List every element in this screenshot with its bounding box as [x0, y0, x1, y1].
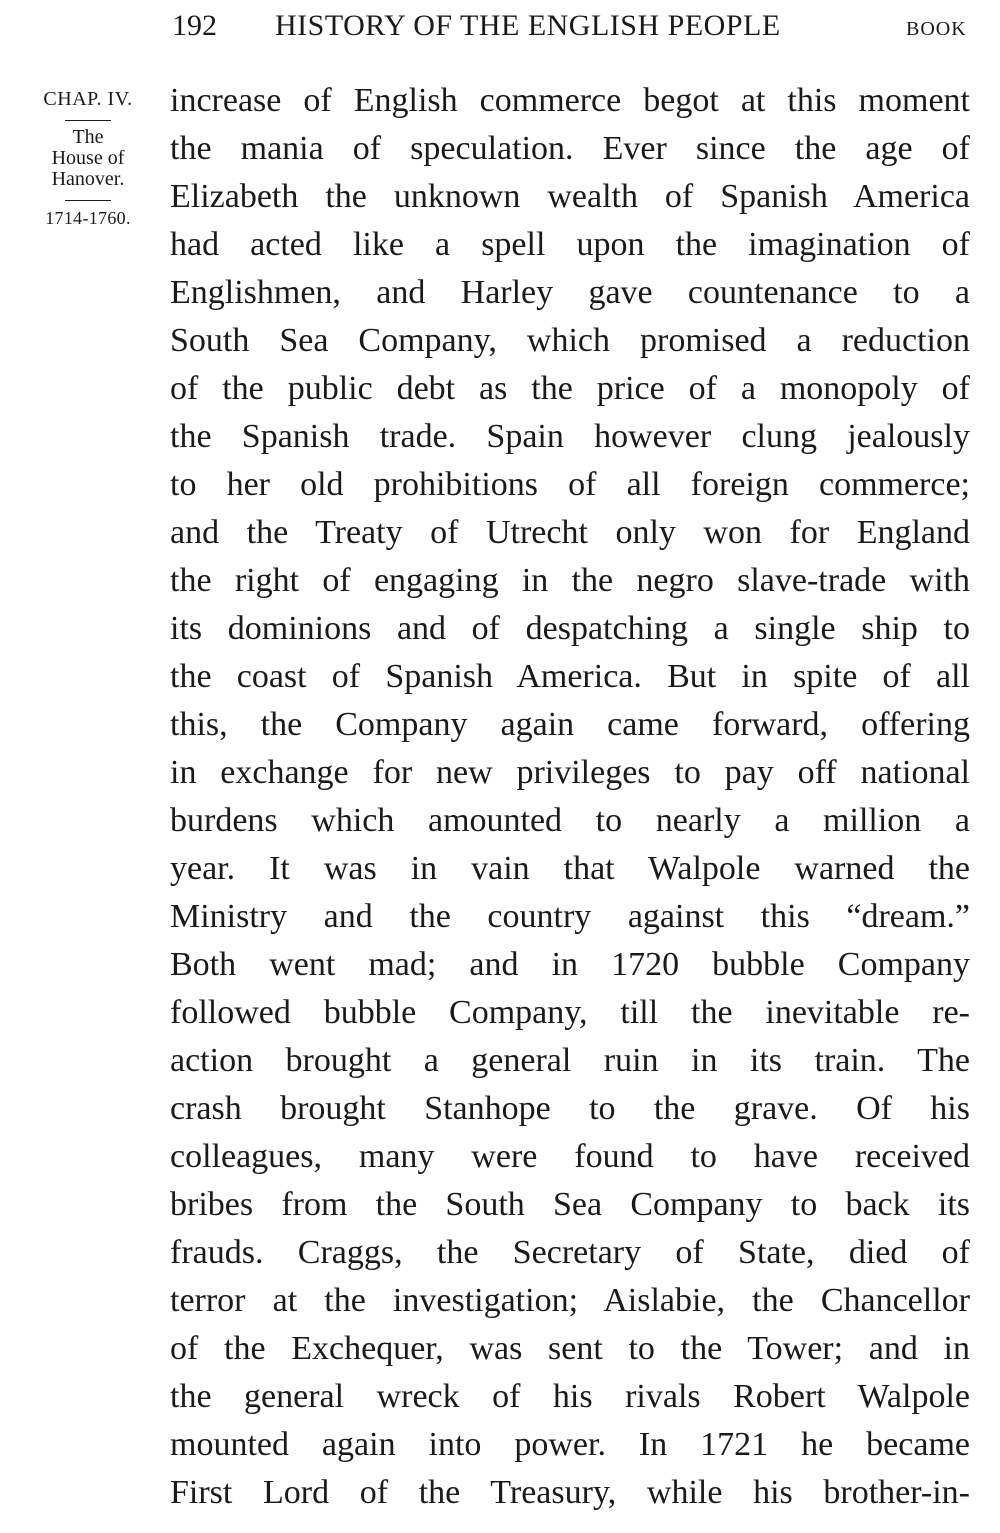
running-header [0, 6, 1000, 46]
text-line: the mania of speculation. Ever since the age of [170, 130, 970, 167]
text-line: terror at the investigation; Aislabie, the Chancellor [170, 1282, 970, 1319]
text-line: the right of engaging in the negro slave-trade with [170, 562, 970, 599]
body-text [170, 77, 970, 1517]
text-line: this, the Company again came forward, offering [170, 706, 970, 743]
text-line: South Sea Company, which promised a reduction [170, 322, 970, 359]
running-book-label: BOOK [906, 18, 967, 40]
text-line: the coast of Spanish America. But in spite of all [170, 658, 970, 695]
text-line: increase of English commerce begot at this moment [170, 82, 970, 119]
text-line: followed bubble Company, till the inevitable re- [170, 994, 970, 1031]
text-line: had acted like a spell upon the imagination of [170, 226, 970, 263]
text-line: burdens which amounted to nearly a million a [170, 802, 970, 839]
sidenote-years: 1714-1760. [45, 208, 131, 228]
text-line: and the Treaty of Utrecht only won for England [170, 514, 970, 551]
text-line: its dominions and of despatching a single ship to [170, 610, 970, 647]
text-line: action brought a general ruin in its train. The [170, 1042, 970, 1079]
sidenote-subject-line-2: House of [51, 147, 125, 169]
running-title: HISTORY OF THE ENGLISH PEOPLE [275, 9, 781, 42]
margin-sidenote [30, 84, 146, 229]
text-line: of the public debt as the price of a monopoly of [170, 370, 970, 407]
text-line: bribes from the South Sea Company to back its [170, 1186, 970, 1223]
page-number: 192 [172, 9, 217, 42]
sidenote-subject-line-1: The [72, 126, 104, 148]
text-line: of the Exchequer, was sent to the Tower; and in [170, 1330, 970, 1367]
text-line: Elizabeth the unknown wealth of Spanish America [170, 178, 970, 215]
sidenote-divider [65, 200, 111, 201]
text-line: crash brought Stanhope to the grave. Of his [170, 1090, 970, 1127]
text-line: the Spanish trade. Spain however clung jealously [170, 418, 970, 455]
text-line: Both went mad; and in 1720 bubble Company [170, 946, 970, 983]
text-line: First Lord of the Treasury, while his brother-in- [170, 1474, 970, 1511]
text-line: the general wreck of his rivals Robert Walpole [170, 1378, 970, 1415]
text-line: year. It was in vain that Walpole warned the [170, 850, 970, 887]
text-line: frauds. Craggs, the Secretary of State, died of [170, 1234, 970, 1271]
text-line: in exchange for new privileges to pay off national [170, 754, 970, 791]
text-line: Englishmen, and Harley gave countenance to a [170, 274, 970, 311]
sidenote-divider [65, 120, 111, 121]
text-line: Ministry and the country against this “dream.” [170, 898, 970, 935]
sidenote-chapter: CHAP. IV. [43, 88, 133, 110]
sidenote-subject-line-3: Hanover. [51, 168, 125, 190]
text-line: colleagues, many were found to have received [170, 1138, 970, 1175]
text-line: mounted again into power. In 1721 he became [170, 1426, 970, 1463]
text-line: to her old prohibitions of all foreign commerce; [170, 466, 970, 503]
